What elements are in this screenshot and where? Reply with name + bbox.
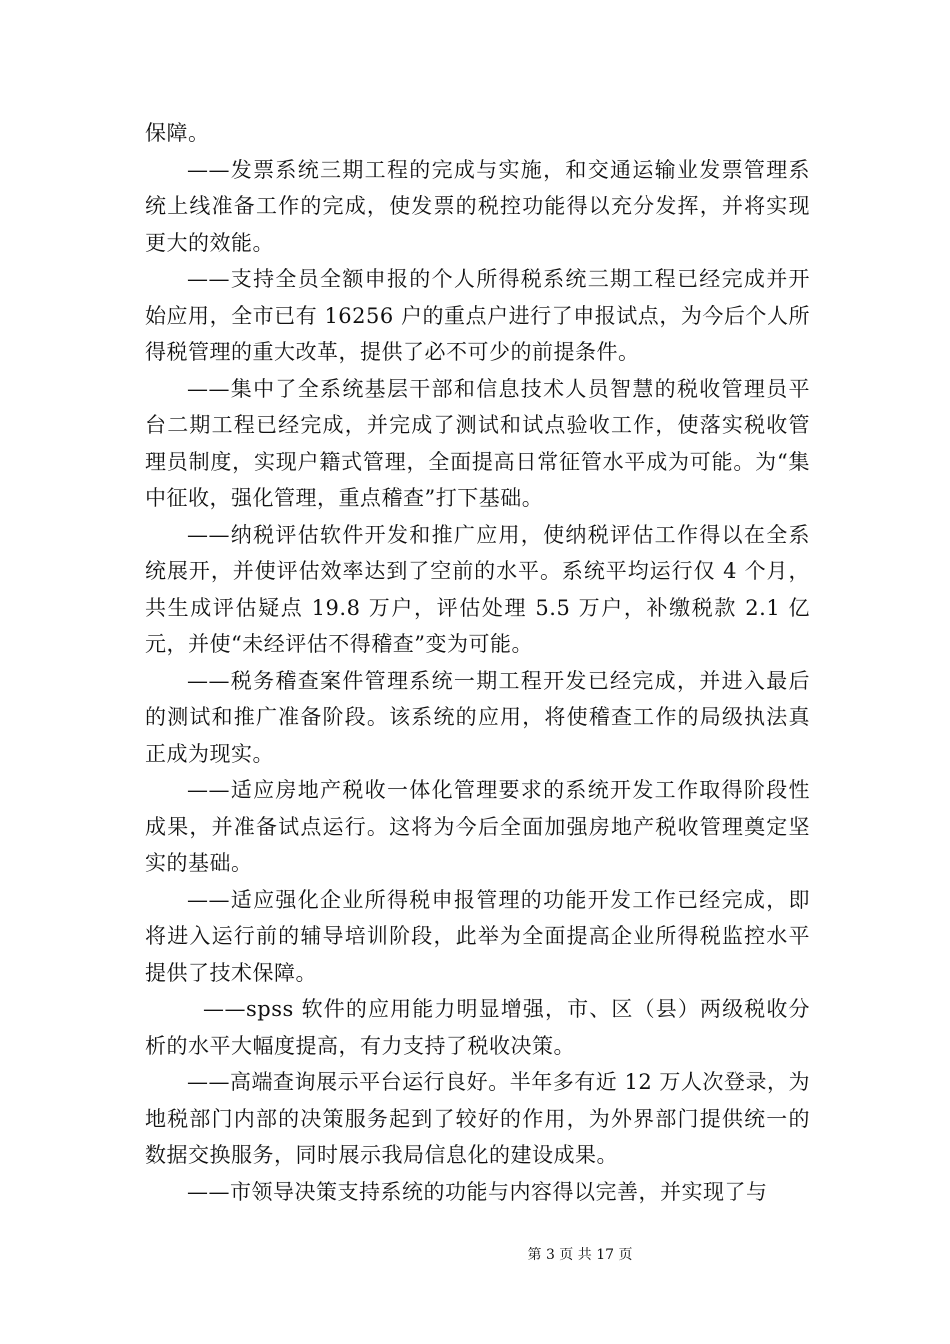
paragraph-7: ——适应房地产税收一体化管理要求的系统开发工作取得阶段性成果，并准备试点运行。这将为今后全面加强房地产税收管理奠定坚实的基础。 <box>145 778 810 875</box>
paragraph-5: ——纳税评估软件开发和推广应用，使纳税评估工作得以在全系统展开，并使评估效率达到了空前的水平。系统平均运行仅 4 个月，共生成评估疑点 19.8 万户，评估处理 5.5 万户，补缴税款 2.1 亿元，并使“未经评估不得稽查”变为可能。 <box>145 522 810 656</box>
paragraph-2: ——发票系统三期工程的完成与实施，和交通运输业发票管理系统上线准备工作的完成，使发票的税控功能得以充分发挥，并将实现更大的效能。 <box>145 157 810 255</box>
paragraph-11: ——市领导决策支持系统的功能与内容得以完善，并实现了与 <box>187 1179 768 1204</box>
paragraph-3: ——支持全员全额申报的个人所得税系统三期工程已经完成并开始应用，全市已有 16256 户的重点户进行了申报试点，为今后个人所得税管理的重大改革，提供了必不可少的前提条件。 <box>145 267 810 364</box>
paragraph-1: 保障。 <box>145 121 210 145</box>
paragraph-4: ——集中了全系统基层干部和信息技术人员智慧的税收管理员平台二期工程已经完成，并完成了测试和试点验收工作，使落实税收管理员制度，实现户籍式管理，全面提高日常征管水平成为可能。为“集中征收，强化管理，重点稽查”打下基础。 <box>145 376 810 510</box>
paragraph-6: ——税务稽查案件管理系统一期工程开发已经完成，并进入最后的测试和推广准备阶段。该系统的应用，将使稽查工作的局级执法真正成为现实。 <box>145 668 810 766</box>
paragraph-10: ——高端查询展示平台运行良好。半年多有近 12 万人次登录，为地税部门内部的决策服务起到了较好的作用，为外界部门提供统一的数据交换服务，同时展示我局信息化的建设成果。 <box>145 1070 810 1167</box>
page-footer: 第 3 页 共 17 页 <box>527 1247 633 1263</box>
paragraph-8: ——适应强化企业所得税申报管理的功能开发工作已经完成，即将进入运行前的辅导培训阶段，此举为全面提高企业所得税监控水平提供了技术保障。 <box>145 887 810 985</box>
document-body <box>145 115 810 1210</box>
paragraph-9: ——spss 软件的应用能力明显增强，市、区（县）两级税收分析的水平大幅度提高，有力支持了税收决策。 <box>145 997 810 1058</box>
